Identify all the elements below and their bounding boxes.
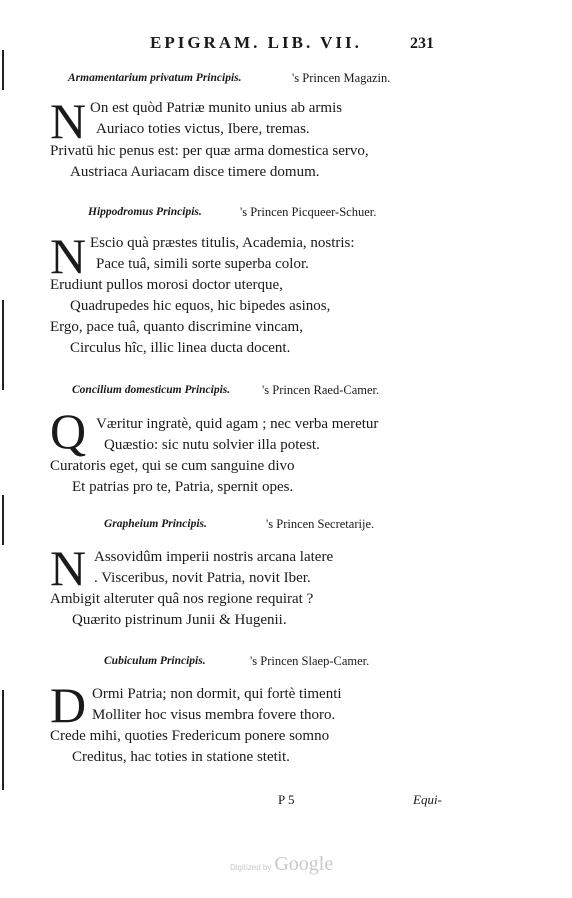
epigram-1-line-1: On est quòd Patriæ munito unius ab armis [90, 100, 343, 116]
epigram-5-caption-latin: Cubiculum Principis. [104, 655, 206, 667]
epigram-4-line-2: . Visceribus, novit Patria, novit Iber. [94, 570, 311, 586]
epigram-3-dropcap: Q [50, 403, 87, 459]
epigram-1-line-3: Privatū hic penus est: per quæ arma domestica servo, [50, 143, 369, 159]
epigram-4-caption-dutch: 's Princen Secretarije. [266, 517, 375, 531]
epigram-2-dropcap: N [50, 228, 87, 284]
epigram-2-line-4: Quadrupedes hic equos, hic bipedes asinos, [70, 298, 331, 314]
epigram-4-dropcap: N [50, 540, 87, 596]
epigram-1-caption-dutch: 's Princen Magazin. [292, 71, 391, 85]
epigram-2-line-2: Pace tuâ, simili sorte superba color. [96, 256, 309, 272]
epigram-5-line-2: Molliter hoc visus membra fovere thoro. [92, 707, 336, 723]
epigram-4-line-4: Quærito pistrinum Junii & Hugenii. [72, 612, 287, 628]
epigram-1-dropcap: N [50, 93, 87, 149]
watermark-brand: Google [274, 853, 334, 875]
google-watermark [230, 853, 333, 876]
signature-mark: P 5 [278, 792, 295, 807]
epigram-4-caption-latin: Grapheium Principis. [104, 518, 207, 530]
epigram-2-caption-latin: Hippodromus Principis. [88, 206, 202, 218]
epigram-5-caption-dutch: 's Princen Slaep-Camer. [250, 654, 370, 668]
epigram-1-line-2: Auriaco toties victus, Ibere, tremas. [96, 121, 310, 137]
epigram-5-line-3: Crede mihi, quoties Fredericum ponere somno [50, 728, 330, 744]
epigram-5-line-4: Creditus, hac toties in statione stetit. [72, 749, 290, 765]
watermark-small-text: Digitized by [230, 863, 272, 872]
epigram-3-caption-latin: Concilium domesticum Principis. [72, 384, 231, 396]
binding-edge-mark [2, 300, 4, 390]
epigram-3-line-1: Væritur ingratè, quid agam ; nec verba meretur [96, 416, 379, 432]
binding-edge-mark [2, 50, 4, 90]
epigram-2-line-5: Ergo, pace tuâ, quanto discrimine vincam, [50, 319, 303, 335]
running-head: EPIGRAM. LIB. VII. [150, 33, 362, 52]
binding-edge-mark [2, 690, 4, 790]
epigram-2-line-6: Circulus hîc, illic linea ducta docent. [70, 340, 291, 356]
epigram-3-line-2: Quæstio: sic nutu solvier illa potest. [104, 437, 320, 453]
page-number: 231 [410, 35, 434, 52]
epigram-2-line-3: Erudiunt pullos morosi doctor uterque, [50, 277, 283, 293]
epigram-2-line-1: Escio quà præstes titulis, Academia, nostris: [90, 235, 355, 251]
binding-edge-mark [2, 495, 4, 545]
epigram-3-caption-dutch: 's Princen Raed-Camer. [262, 383, 380, 397]
epigram-1-caption-latin: Armamentarium privatum Principis. [68, 72, 242, 84]
epigram-5-line-1: Ormi Patria; non dormit, qui fortè timenti [92, 686, 342, 702]
epigram-4-line-3: Ambigit alteruter quâ nos regione requirat ? [50, 591, 314, 607]
epigram-2-caption-dutch: 's Princen Picqueer-Schuer. [240, 205, 377, 219]
epigram-3-line-4: Et patrias pro te, Patria, spernit opes. [72, 479, 294, 495]
epigram-3-line-3: Curatoris eget, qui se cum sanguine divo [50, 458, 295, 474]
epigram-4-line-1: Assovidûm imperii nostris arcana latere [94, 549, 334, 565]
catchword: Equi- [413, 792, 442, 807]
epigram-5-dropcap: D [50, 677, 87, 733]
epigram-1-line-4: Austriaca Auriacam disce timere domum. [70, 164, 320, 180]
